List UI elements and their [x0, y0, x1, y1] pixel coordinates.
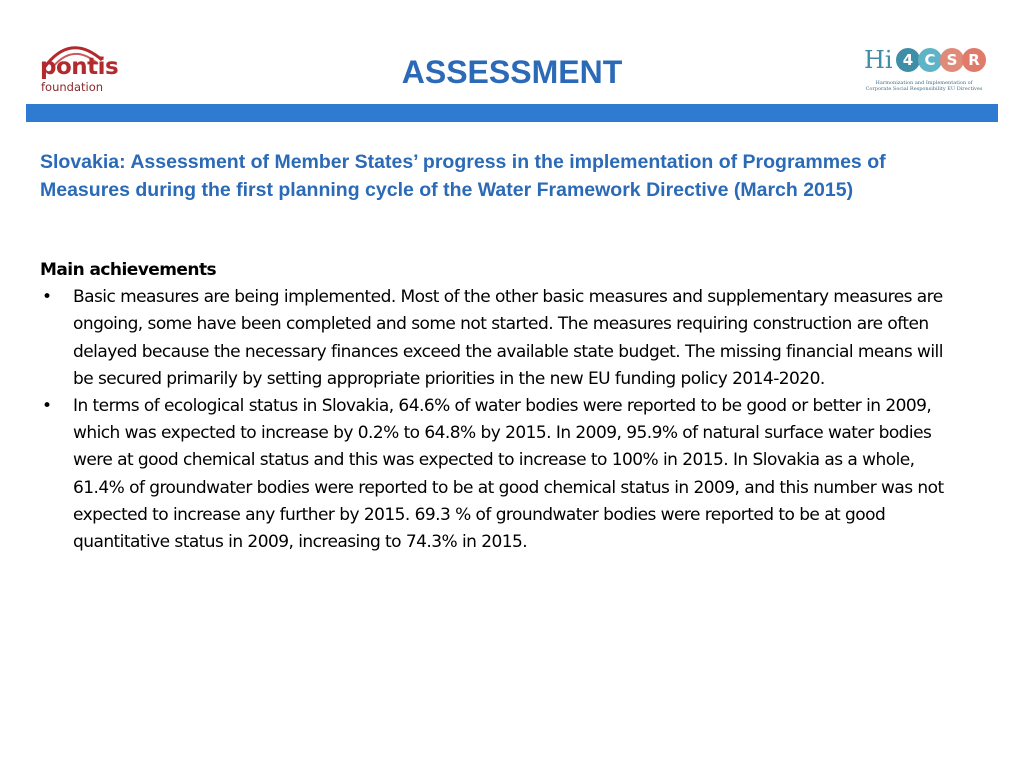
slide-subtitle: Slovakia: Assessment of Member States’ progress in the implementation of Programmes of Measures during the first planning cycle of the Water Framework Directive (March 2015): [40, 151, 886, 201]
list-item-text: In terms of ecological status in Slovakia, 64.6% of water bodies were reported to be good or better in 2009, which was expected to increase by 0.2% to 64.8% by 2015. In 2009, 95.9% of natural surface water bodies were at good chemical status and this was expected to increase to 100% in 2015. In Slovakia as a whole, 61.4% of groundwater bodies were reported to be at good chemical status in 2009, and this number was not expected to increase any further by 2015. 69.3 % of groundwater bodies were reported to be at good quantitative status in 2009, increasing to 74.3% in 2015.: [73, 396, 944, 553]
logo-tagline-line-2: Corporate Social Responsibility EU Directives: [865, 86, 983, 92]
logo-letter-r: R: [962, 48, 986, 72]
page-title: ASSESSMENT: [401, 54, 623, 90]
logo-letter-c: C: [918, 48, 942, 72]
logo-number-circle: 4: [896, 48, 920, 72]
logo-hi-text: Hi: [864, 46, 893, 74]
achievements-list: [40, 284, 960, 556]
list-item-text: Basic measures are being implemented. Most of the other basic measures and supplementary measures are ongoing, some have been completed and some not started. The measures requiring construction are often delayed because the necessary finances exceed the available state budget. The missing financial means will be secured primarily by setting appropriate priorities in the new EU funding policy 2014-2020.: [73, 287, 943, 389]
logo-sub-text: foundation: [41, 80, 104, 94]
logo-tagline-line-1: Harmonization and Implementation of: [875, 80, 973, 86]
list-item: [40, 393, 960, 556]
main-content: [40, 257, 960, 556]
section-heading: Main achievements: [40, 260, 217, 280]
logo-brand-text: pontis: [40, 54, 119, 80]
header-divider-bar: [26, 104, 998, 122]
logo-tagline: [864, 80, 984, 92]
hi4csr-logo: [862, 44, 984, 102]
list-item: [40, 284, 960, 393]
bullet-icon: •: [42, 287, 52, 308]
logo-letter-s: S: [940, 48, 964, 72]
bullet-icon: •: [42, 396, 52, 417]
